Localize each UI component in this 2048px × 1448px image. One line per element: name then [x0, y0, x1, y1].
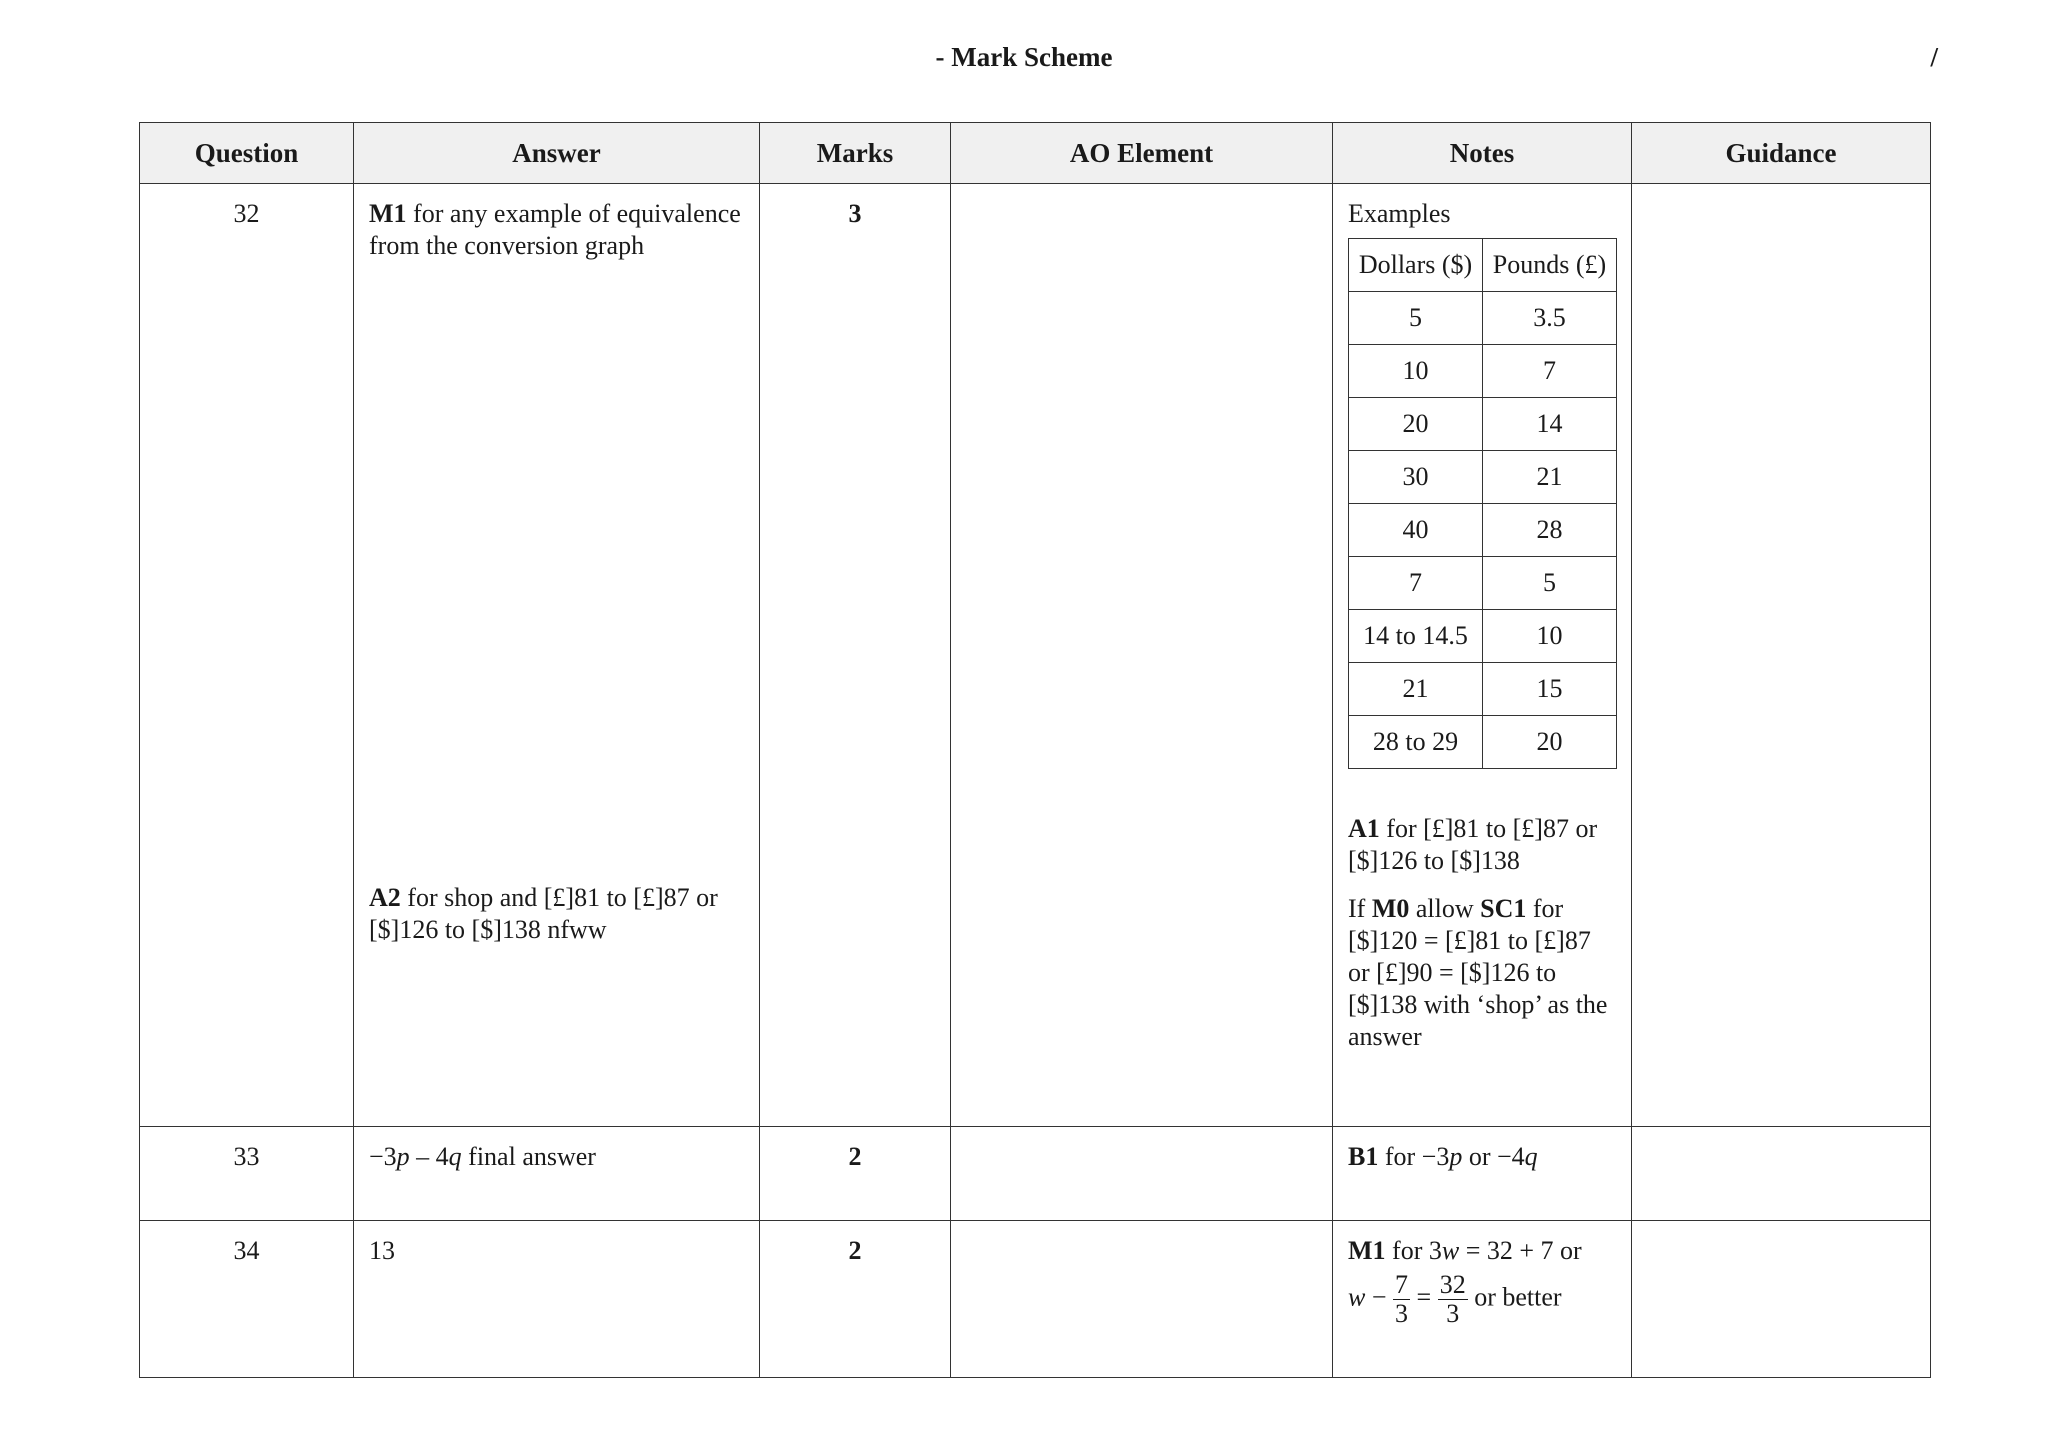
examples-row	[1349, 716, 1617, 769]
examples-row	[1349, 610, 1617, 663]
question-number: 34	[140, 1221, 354, 1378]
note-text: If	[1348, 894, 1372, 923]
column-header-answer: Answer	[354, 123, 760, 184]
table-header-row	[140, 123, 1931, 184]
page-header	[0, 40, 2048, 80]
guidance-cell	[1632, 1221, 1931, 1378]
dollars-value: 7	[1349, 557, 1483, 610]
examples-row	[1349, 345, 1617, 398]
column-header-marks: Marks	[760, 123, 951, 184]
mark-code: M0	[1371, 894, 1410, 923]
variable: w	[1348, 1282, 1366, 1312]
answer-cell	[354, 1127, 760, 1221]
mark-code: SC1	[1480, 894, 1527, 923]
pounds-value: 14	[1483, 398, 1617, 451]
pounds-value: 3.5	[1483, 292, 1617, 345]
column-header-guidance: Guidance	[1632, 123, 1931, 184]
note-m1	[1348, 1235, 1617, 1267]
conversion-examples-table	[1348, 238, 1617, 769]
fraction	[1438, 1271, 1468, 1328]
mark-scheme-table	[139, 122, 1931, 1378]
fraction	[1393, 1271, 1410, 1328]
dollars-value: 28 to 29	[1349, 716, 1483, 769]
examples-row	[1349, 398, 1617, 451]
examples-header-row	[1349, 239, 1617, 292]
variable: p	[396, 1142, 410, 1171]
answer-text: – 4	[409, 1142, 449, 1171]
guidance-cell	[1632, 1127, 1931, 1221]
equation-line	[1348, 1271, 1617, 1328]
variable: q	[1524, 1142, 1538, 1171]
question-number: 32	[140, 184, 354, 1127]
table-row	[140, 184, 1931, 1127]
pounds-value: 15	[1483, 663, 1617, 716]
page-title: - Mark Scheme	[935, 42, 1113, 72]
note-text: or better	[1467, 1282, 1562, 1312]
mark-code: A1	[1348, 814, 1380, 843]
marks-cell: 2	[760, 1127, 951, 1221]
column-header-ao-element: AO Element	[951, 123, 1333, 184]
dollars-value: 40	[1349, 504, 1483, 557]
pounds-value: 28	[1483, 504, 1617, 557]
dollars-value: 5	[1349, 292, 1483, 345]
examples-header-dollars: Dollars ($)	[1349, 239, 1483, 292]
operator: −	[1365, 1282, 1394, 1312]
answer-text: for any example of equivalence from the conversion graph	[369, 199, 741, 260]
variable: w	[1441, 1236, 1460, 1265]
marks-cell: 3	[760, 184, 951, 1127]
mark-code: B1	[1348, 1142, 1379, 1171]
ao-element-cell	[951, 1221, 1333, 1378]
variable: p	[1449, 1142, 1463, 1171]
answer-cell	[354, 184, 760, 1127]
note-text: for −3	[1378, 1142, 1450, 1171]
dollars-value: 14 to 14.5	[1349, 610, 1483, 663]
note-text: = 32 + 7 or	[1459, 1236, 1582, 1265]
table-row	[140, 1221, 1931, 1378]
fraction-denominator: 3	[1395, 1299, 1409, 1328]
note-m0	[1348, 893, 1617, 1053]
notes-cell	[1333, 1127, 1632, 1221]
examples-row	[1349, 504, 1617, 557]
pounds-value: 7	[1483, 345, 1617, 398]
notes-cell	[1333, 184, 1632, 1127]
examples-row	[1349, 663, 1617, 716]
mark-code: M1	[369, 199, 407, 228]
mark-code: M1	[1348, 1236, 1386, 1265]
column-header-question: Question	[140, 123, 354, 184]
question-number: 33	[140, 1127, 354, 1221]
operator: =	[1410, 1282, 1438, 1312]
ao-element-cell	[951, 1127, 1333, 1221]
fraction-numerator: 7	[1395, 1270, 1409, 1299]
examples-row	[1349, 292, 1617, 345]
note-text: for 3	[1385, 1236, 1442, 1265]
examples-row	[1349, 557, 1617, 610]
note-text: or −4	[1462, 1142, 1525, 1171]
note-text: for [$]120 = [£]81 to [£]87 or [£]90 = [$]126 to [$]138 with ‘shop’ as the answer	[1348, 894, 1608, 1051]
dollars-value: 21	[1349, 663, 1483, 716]
answer-cell: 13	[354, 1221, 760, 1378]
pounds-value: 5	[1483, 557, 1617, 610]
examples-header-pounds: Pounds (£)	[1483, 239, 1617, 292]
dollars-value: 30	[1349, 451, 1483, 504]
answer-text: for shop and [£]81 to [£]87 or [$]126 to [$]138 nfww	[369, 883, 718, 944]
examples-row	[1349, 451, 1617, 504]
pounds-value: 20	[1483, 716, 1617, 769]
page-marker: /	[1930, 42, 1938, 72]
table-row	[140, 1127, 1931, 1221]
note-text: allow	[1409, 894, 1481, 923]
fraction-numerator: 32	[1439, 1270, 1466, 1299]
pounds-value: 10	[1483, 610, 1617, 663]
dollars-value: 10	[1349, 345, 1483, 398]
fraction-denominator: 3	[1446, 1299, 1460, 1328]
dollars-value: 20	[1349, 398, 1483, 451]
examples-label: Examples	[1348, 199, 1451, 228]
answer-m1	[369, 198, 745, 262]
variable: q	[448, 1142, 462, 1171]
answer-a2	[369, 882, 745, 946]
note-a1	[1348, 813, 1617, 877]
column-header-notes: Notes	[1333, 123, 1632, 184]
guidance-cell	[1632, 184, 1931, 1127]
marks-cell: 2	[760, 1221, 951, 1378]
ao-element-cell	[951, 184, 1333, 1127]
notes-cell	[1333, 1221, 1632, 1378]
answer-text: −3	[369, 1142, 397, 1171]
mark-code: A2	[369, 883, 401, 912]
pounds-value: 21	[1483, 451, 1617, 504]
answer-text: final answer	[461, 1142, 596, 1171]
note-text: for [£]81 to [£]87 or [$]126 to [$]138	[1348, 814, 1598, 875]
